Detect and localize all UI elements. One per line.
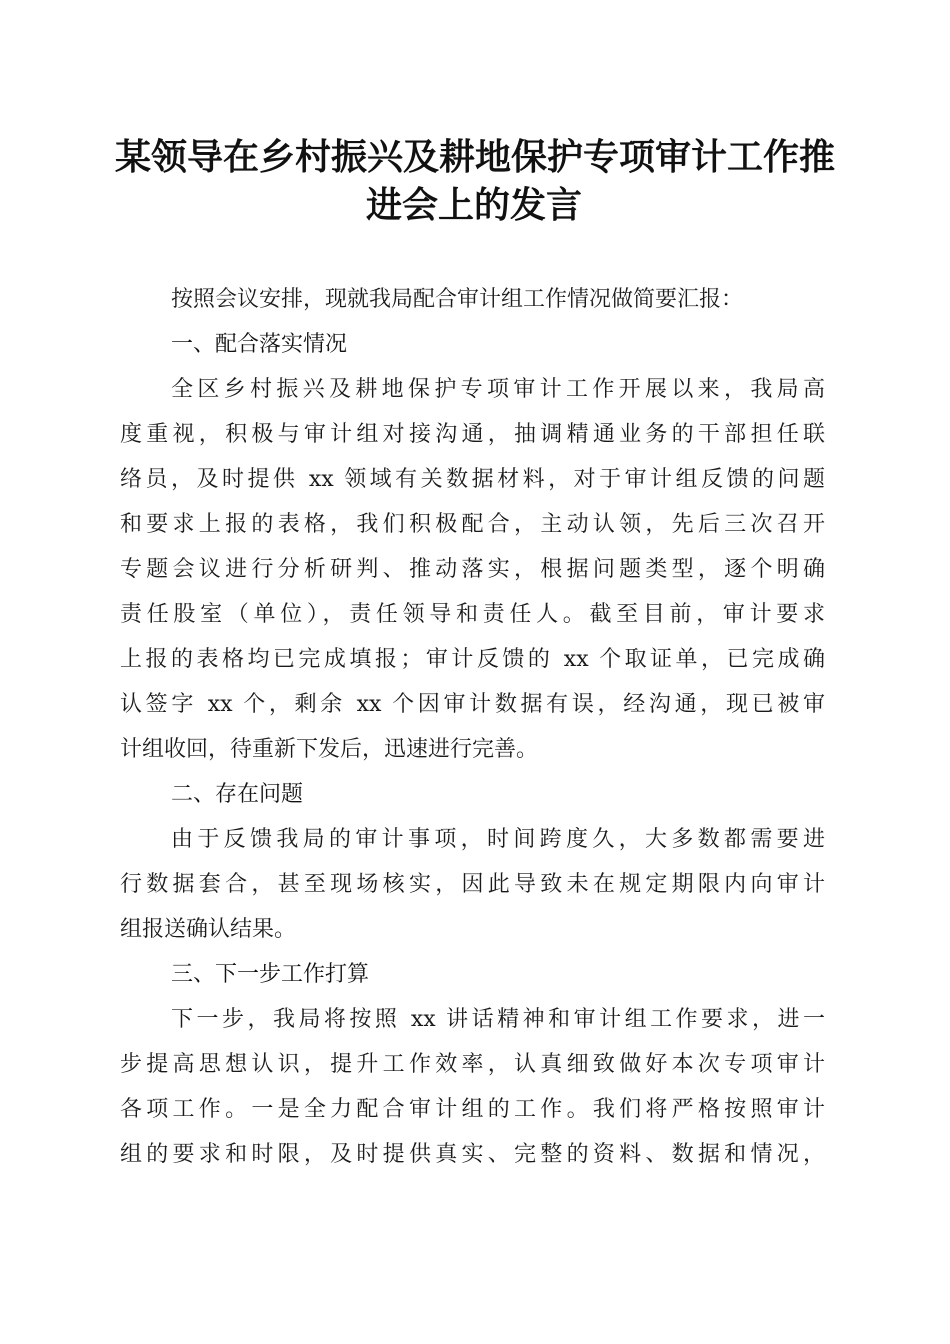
paragraph-line: 专题会议进行分析研判、推动落实，根据问题类型，逐个明确 [120,557,825,582]
paragraph-line: 和要求上报的表格，我们积极配合，主动认领，先后三次召开 [120,512,825,537]
paragraph-line: 由于反馈我局的审计事项，时间跨度久，大多数都需要进 [171,827,825,852]
paragraph-line: 全区乡村振兴及耕地保护专项审计工作开展以来，我局高 [171,377,825,402]
section-heading-1: 一、配合落实情况 [171,332,348,357]
title-line-2: 进会上的发言 [365,184,582,226]
paragraph-line: 组报送确认结果。 [120,917,297,942]
paragraph-line: 上报的表格均已完成填报；审计反馈的 xx 个取证单，已完成确 [120,647,825,672]
paragraph-line: 各项工作。一是全力配合审计组的工作。我们将严格按照审计 [120,1097,825,1122]
section-heading-2: 二、存在问题 [171,782,304,807]
paragraph-line: 组的要求和时限，及时提供真实、完整的资料、数据和情况， [120,1142,825,1167]
document-title [115,133,836,229]
paragraph-line: 行数据套合，甚至现场核实，因此导致未在规定期限内向审计 [120,872,825,897]
paragraph-line: 步提高思想认识，提升工作效率，认真细致做好本次专项审计 [120,1052,825,1077]
document-body [120,277,825,1177]
paragraph-line: 度重视，积极与审计组对接沟通，抽调精通业务的干部担任联 [120,422,825,447]
paragraph-line: 责任股室（单位），责任领导和责任人。截至目前，审计要求 [120,602,825,627]
section-3-paragraph [120,997,825,1177]
paragraph-line: 络员，及时提供 xx 领域有关数据材料，对于审计组反馈的问题 [120,467,825,492]
section-heading-3: 三、下一步工作打算 [171,962,370,987]
section-2-paragraph [120,817,825,952]
paragraph-line: 下一步，我局将按照 xx 讲话精神和审计组工作要求，进一 [171,1007,825,1032]
paragraph-line: 计组收回，待重新下发后，迅速进行完善。 [120,737,539,762]
paragraph-line: 认签字 xx 个，剩余 xx 个因审计数据有误，经沟通，现已被审 [120,692,825,717]
section-1-paragraph [120,367,825,772]
intro-paragraph: 按照会议安排，现就我局配合审计组工作情况做简要汇报： [171,287,744,312]
title-line-1: 某领导在乡村振兴及耕地保护专项审计工作推 [115,136,836,178]
